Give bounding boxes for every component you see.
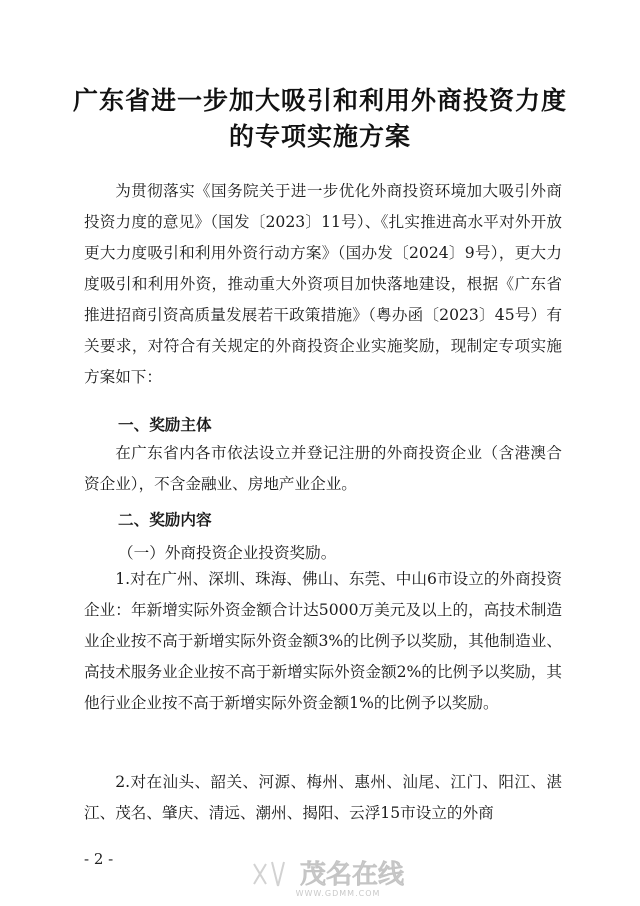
item2-paragraph: 2.对在汕头、韶关、河源、梅州、惠州、汕尾、江门、阳江、湛江、茂名、肇庆、清远、潮州、揭阳、云浮15市设立的外商 [84, 773, 562, 822]
watermark-logo-text: 茂名在线 [299, 860, 405, 890]
watermark-logo [248, 856, 428, 900]
subsection1-heading: （一）外商投资企业投资奖励。 [118, 544, 337, 562]
watermark-url: WWW.GDMM.COM [295, 889, 381, 898]
section2-heading: 二、奖励内容 [118, 511, 212, 529]
item1-paragraph: 1.对在广州、深圳、珠海、佛山、东莞、中山6市设立的外商投资企业：年新增实际外资金额合计达5000万美元及以上的，高技术制造业企业按不高于新增实际外资金额3%的比例予以奖励，其他制造业、高技术服务业企业按不高于新增实际外资金额2%的比例予以奖励，其他行业企业按不高于新增实际外资金额1%的比例予以奖励。 [84, 570, 562, 712]
document-title-line1: 广东省进一步加大吸引和利用外商投资力度 [72, 86, 567, 115]
page-number: - 2 - [84, 850, 114, 868]
section1-body: 在广东省内各市依法设立并登记注册的外商投资企业（含港澳合资企业），不含金融业、房地产业企业。 [84, 444, 562, 493]
watermark-logo-icon [248, 856, 428, 890]
intro-paragraph: 为贯彻落实《国务院关于进一步优化外商投资环境加大吸引外商投资力度的意见》（国发〔2023〕11号）、《扎实推进高水平对外开放更大力度吸引和利用外资行动方案》（国办发〔2024〕9号），更大力度吸引和利用外资，推动重大外资项目加快落地建设，根据《广东省推进招商引资高质量发展若干政策措施》（粤办函〔2023〕45号）有关要求，对符合有关规定的外商投资企业实施奖励，现制定专项实施方案如下： [84, 182, 562, 386]
section1-heading: 一、奖励主体 [118, 416, 212, 434]
document-title-line2: 的专项实施方案 [228, 122, 411, 151]
